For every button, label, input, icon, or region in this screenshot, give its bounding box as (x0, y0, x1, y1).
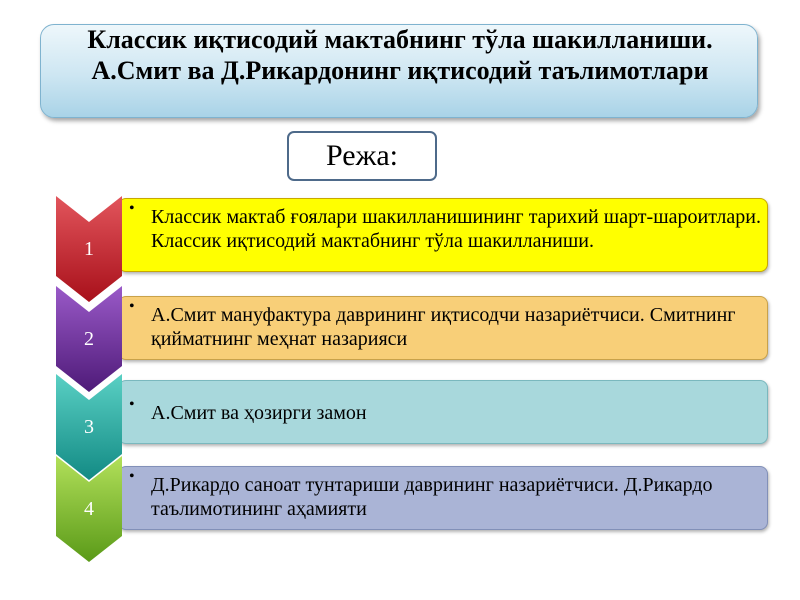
bullet-icon: • (129, 396, 135, 413)
item-box-4 (118, 466, 768, 530)
chevron-number-4: 4 (84, 498, 94, 520)
item-box-2 (118, 296, 768, 360)
chevron-4 (56, 456, 122, 562)
plan-label: Режа: (287, 131, 437, 181)
slide-title: Классик иқтисодий мактабнинг тўла шакилланиши. А.Смит ва Д.Рикардонинг иқтисодий таълимотлари (87, 25, 713, 85)
item-text-4 (129, 468, 761, 521)
item-text-1 (129, 200, 761, 253)
item-text-3 (129, 396, 761, 425)
item-text-2 (129, 298, 761, 351)
item-text-1-content: Классик мактаб ғоялари шакилланишининг тарихий шарт-шароитлари. Классик иқтисодий мактабнинг тўла шакилланиши. (151, 206, 761, 252)
item-text-4-content: Д.Рикардо саноат тунтариши даврининг назариётчиси. Д.Рикардо таълимотининг аҳамияти (151, 474, 713, 520)
bullet-icon: • (129, 200, 135, 217)
chevron-number-3: 3 (84, 416, 94, 438)
bullet-icon: • (129, 468, 135, 485)
item-text-2-content: А.Смит мануфактура даврининг иқтисодчи назариётчиси. Смитнинг қийматнинг меҳнат назарияси (151, 304, 736, 350)
item-text-3-content: А.Смит ва ҳозирги замон (151, 402, 367, 424)
item-box-3 (118, 380, 768, 444)
bullet-icon: • (129, 298, 135, 315)
item-box-1 (118, 198, 768, 272)
chevron-number-2: 2 (84, 328, 94, 350)
chevron-number-1: 1 (84, 238, 94, 260)
